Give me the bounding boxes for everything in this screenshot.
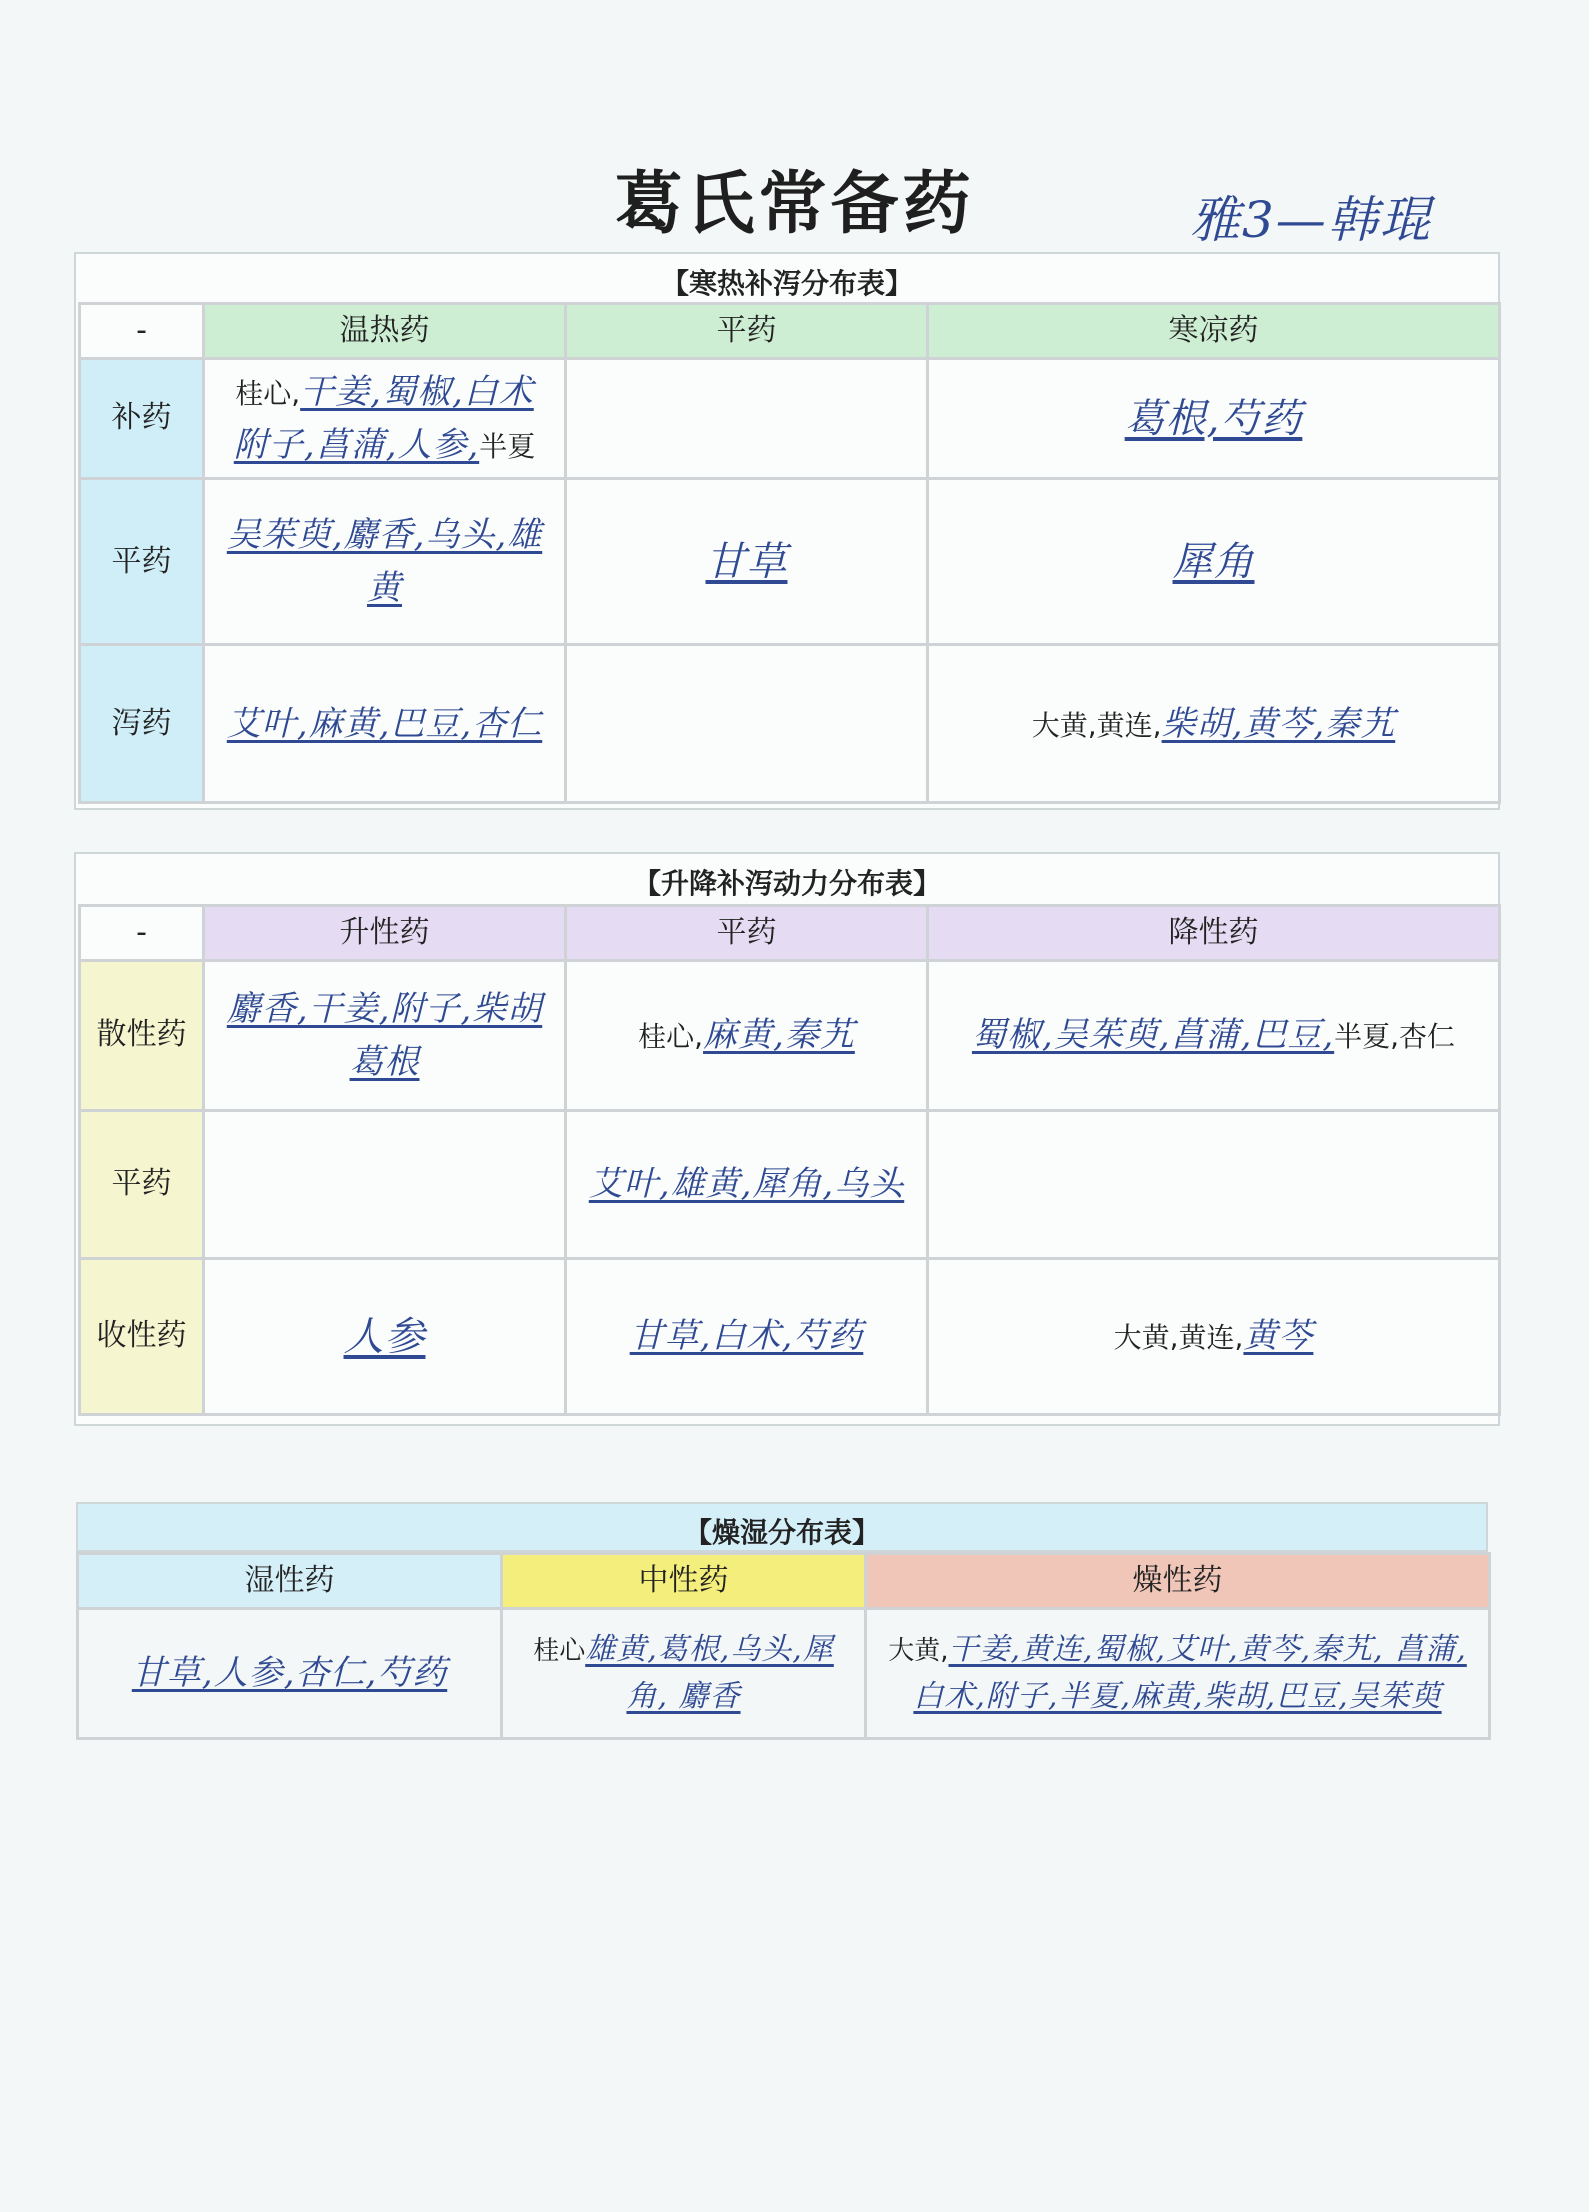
table2-title: 【升降补泻动力分布表】	[632, 867, 941, 900]
handwritten-text: 艾叶,雄黄,犀角,乌头	[588, 1164, 905, 1205]
handwritten-text: 人参	[343, 1313, 426, 1360]
table-cell	[566, 1259, 928, 1415]
printed-text: 半夏	[479, 429, 536, 463]
table-cell	[566, 961, 928, 1111]
table1-col-header: 温热药	[204, 304, 566, 359]
handwritten-text: 干姜,蜀椒,白术 附子,菖蒲,人参,	[233, 372, 534, 465]
table1-header-row	[80, 304, 1500, 359]
table-cell	[204, 479, 566, 645]
printed-text: 半夏,杏仁	[1334, 1020, 1456, 1054]
table-cell	[502, 1609, 866, 1739]
table-cell	[566, 645, 928, 803]
table3-header-row	[78, 1554, 1490, 1609]
table3-col-header: 中性药	[502, 1554, 866, 1609]
table-cell	[866, 1609, 1490, 1739]
table1-col-header: 平药	[566, 304, 928, 359]
table2-corner: -	[80, 906, 204, 961]
handwritten-text: 艾叶,麻黄,巴豆,杏仁	[226, 703, 543, 744]
printed-text: 桂心,	[638, 1020, 704, 1054]
table-cell	[566, 1111, 928, 1259]
table-row	[80, 359, 1500, 479]
table-cell	[928, 1259, 1500, 1415]
table2	[78, 904, 1501, 1416]
handwritten-text: 干姜,	[948, 1632, 1022, 1667]
table2-col-header: 平药	[566, 906, 928, 961]
page-title: 葛氏常备药	[614, 165, 975, 244]
table2-col-header: 升性药	[204, 906, 566, 961]
table3-sheet	[76, 1502, 1488, 1740]
table2-row-label: 散性药	[80, 961, 204, 1111]
handwritten-text: 黄连,蜀椒,艾叶,黄芩,秦艽, 菖蒲,白术,附子,半夏,麻黄,柴胡,巴豆,吴茱萸	[913, 1632, 1467, 1714]
printed-text: 大黄,黄连,	[1113, 1321, 1244, 1355]
table1-row-label: 补药	[80, 359, 204, 479]
table3	[76, 1552, 1491, 1740]
table-row	[80, 479, 1500, 645]
table1-corner: -	[80, 304, 204, 359]
table-cell	[928, 645, 1500, 803]
table-cell	[566, 479, 928, 645]
handwritten-text: 甘草,人参,杏仁,芍药	[131, 1653, 448, 1694]
handwritten-text: 麻黄,秦艽	[703, 1015, 855, 1056]
table1-title: 【寒热补泻分布表】	[660, 267, 913, 300]
table1-col-header: 寒凉药	[928, 304, 1500, 359]
table-row	[80, 961, 1500, 1111]
table1	[78, 302, 1501, 804]
printed-text: 桂心	[533, 1636, 586, 1666]
table2-col-header: 降性药	[928, 906, 1500, 961]
table-row	[80, 1111, 1500, 1259]
table2-row-label: 平药	[80, 1111, 204, 1259]
table-cell	[78, 1609, 502, 1739]
printed-text: 大黄,	[888, 1636, 949, 1666]
handwritten-text: 蜀椒,吴茱萸,菖蒲,巴豆,	[971, 1015, 1335, 1056]
table-cell	[204, 1259, 566, 1415]
table1-row-label: 平药	[80, 479, 204, 645]
table3-title: 【燥湿分布表】	[683, 1516, 880, 1549]
printed-text: 大黄,黄连,	[1031, 708, 1162, 742]
table-cell	[928, 961, 1500, 1111]
handwritten-text: 甘草	[705, 538, 788, 585]
table-cell	[204, 645, 566, 803]
table2-row-label: 收性药	[80, 1259, 204, 1415]
table-cell	[928, 479, 1500, 645]
table3-col-header: 燥性药	[866, 1554, 1490, 1609]
table2-header-row	[80, 906, 1500, 961]
table-cell	[204, 961, 566, 1111]
handwritten-text: 黄芩	[1243, 1316, 1314, 1357]
handwritten-text: 麝香,干姜,附子,柴胡 葛根	[226, 988, 543, 1082]
handwritten-text: 柴胡,黄芩,秦艽	[1161, 703, 1396, 744]
table-cell	[566, 359, 928, 479]
handwritten-text: 犀角	[1172, 538, 1255, 585]
handwritten-text: 葛根,芍药	[1124, 395, 1303, 442]
table3-title-bar	[76, 1502, 1488, 1552]
table2-sheet	[74, 852, 1500, 1426]
table1-row-label: 泻药	[80, 645, 204, 803]
table-cell	[204, 1111, 566, 1259]
table-row	[80, 645, 1500, 803]
table-cell	[928, 1111, 1500, 1259]
handwritten-text: 甘草,白术,芍药	[629, 1316, 864, 1357]
handwritten-text: 雄黄,葛根,乌头,犀角, 麝香	[585, 1632, 834, 1714]
table1-sheet	[74, 252, 1500, 810]
table-cell	[928, 359, 1500, 479]
table-row	[78, 1609, 1490, 1739]
printed-text: 桂心,	[235, 377, 301, 410]
handwritten-text: 吴茱萸,麝香,乌头,雄黄	[226, 515, 543, 608]
table-row	[80, 1259, 1500, 1415]
table3-col-header: 湿性药	[78, 1554, 502, 1609]
author-handwritten-note: 雅3—韩琨	[1190, 191, 1432, 249]
table-cell	[204, 359, 566, 479]
